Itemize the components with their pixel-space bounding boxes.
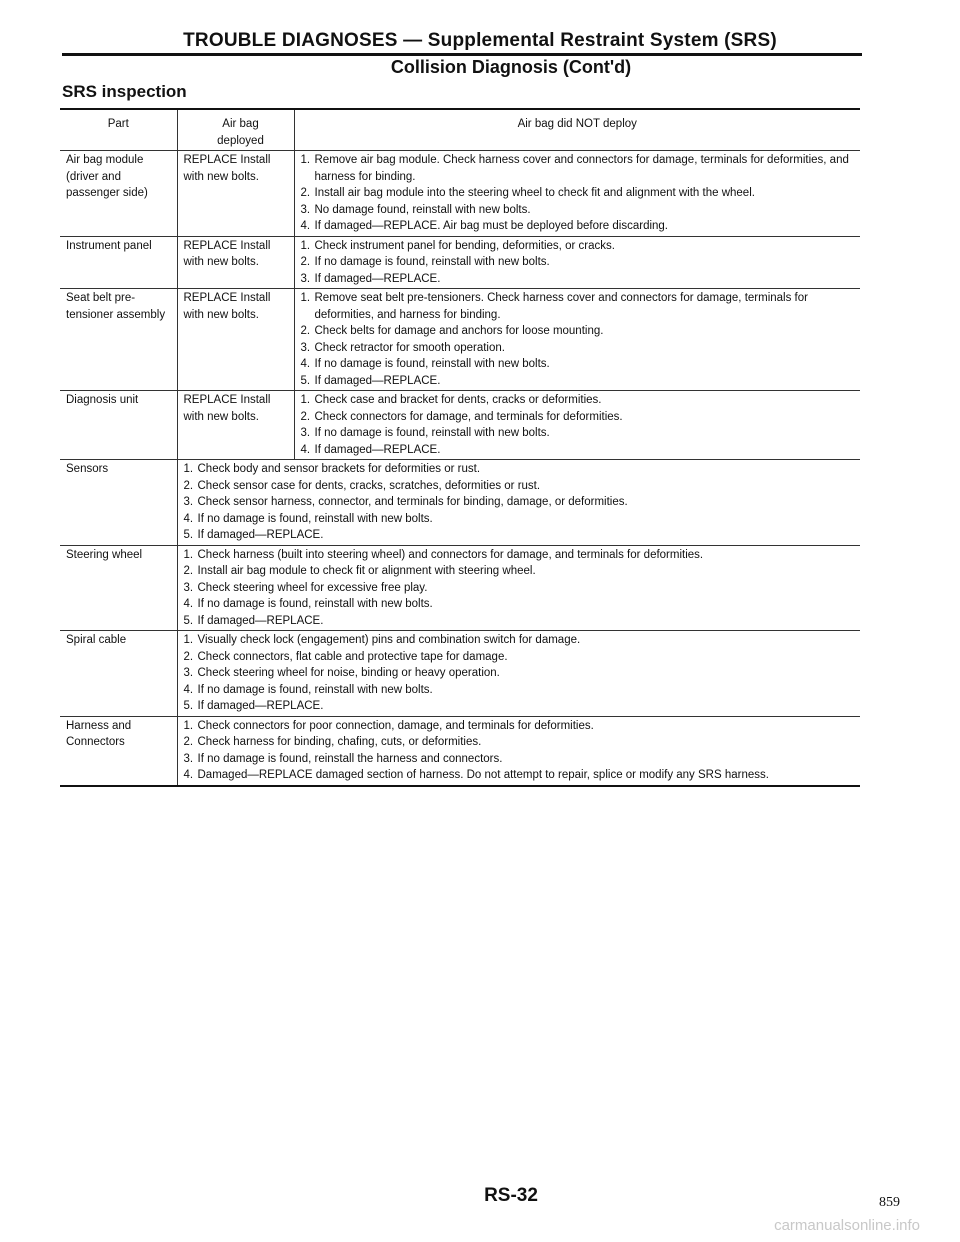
table-row [60, 236, 860, 289]
step-text: If no damage is found, reinstall with new bolts. [197, 683, 433, 696]
step-text: Check connectors, flat cable and protective tape for damage. [197, 650, 508, 663]
step-text: Visually check lock (engagement) pins and combination switch for damage. [197, 634, 581, 646]
page-number: 859 [879, 1195, 900, 1210]
not-deployed-cell [177, 545, 860, 631]
step-text: Check body and sensor brackets for deformities or rust. [197, 463, 481, 475]
inspection-step [184, 580, 855, 597]
step-text: Install air bag module into the steering wheel to check fit and alignment with the wheel. [314, 187, 755, 199]
step-text: Check steering wheel for noise, binding or heavy operation. [197, 667, 500, 679]
not-deployed-cell [177, 631, 860, 717]
step-number: 4. [183, 512, 194, 525]
deployed-cell: REPLACE Install with new bolts. [177, 151, 294, 237]
step-number: 1. [300, 292, 311, 304]
header-not-deployed: Air bag did NOT deploy [294, 110, 860, 151]
step-text: Check harness for binding, chafing, cuts, or deformities. [197, 736, 482, 748]
section-heading: SRS inspection [62, 82, 187, 101]
inspection-step [301, 373, 855, 390]
step-number: 3. [300, 203, 311, 216]
step-text: If no damage is found, reinstall with new bolts. [314, 427, 550, 439]
inspection-step [184, 461, 855, 478]
table-row [60, 289, 860, 391]
table-row [60, 631, 860, 717]
step-text: If no damage is found, reinstall with new bolts. [197, 598, 433, 610]
step-text: Damaged—REPLACE damaged section of harness. Do not attempt to repair, splice or modify any SRS harness. [197, 769, 769, 781]
step-number: 1. [300, 394, 311, 406]
inspection-step [301, 425, 855, 442]
inspection-step [301, 152, 855, 185]
inspection-step [184, 511, 855, 528]
step-text: If no damage is found, reinstall with new bolts. [197, 512, 433, 525]
page-title: TROUBLE DIAGNOSES — Supplemental Restraint System (SRS) [183, 30, 777, 51]
header-deployed: Air bag deployed [177, 110, 294, 151]
step-text: If damaged—REPLACE. [197, 700, 324, 712]
table-row [60, 716, 860, 785]
step-text: If damaged—REPLACE. [314, 374, 441, 387]
not-deployed-cell [294, 289, 860, 391]
step-number: 1. [183, 463, 194, 475]
srs-inspection-table-wrapper [60, 108, 860, 787]
step-number: 2. [300, 256, 311, 268]
step-number: 1. [183, 719, 194, 732]
step-number: 2. [300, 187, 311, 199]
inspection-step [184, 478, 855, 495]
step-text: Check sensor harness, connector, and terminals for binding, damage, or deformities. [197, 496, 628, 508]
srs-inspection-table [60, 110, 860, 785]
watermark: carmanualsonline.info [774, 1217, 920, 1234]
step-text: Check connectors for poor connection, damage, and terminals for deformities. [197, 719, 594, 732]
inspection-step [184, 682, 855, 699]
step-number: 2. [300, 325, 311, 337]
inspection-step [184, 649, 855, 666]
inspection-step [184, 734, 855, 751]
not-deployed-cell [294, 391, 860, 460]
step-number: 3. [183, 581, 194, 594]
inspection-step [184, 632, 855, 649]
inspection-step [301, 392, 855, 409]
step-text: Install air bag module to check fit or alignment with steering wheel. [197, 565, 536, 577]
part-cell: Instrument panel [60, 236, 177, 289]
step-text: Check steering wheel for excessive free play. [197, 581, 428, 594]
step-text: Check belts for damage and anchors for loose mounting. [314, 325, 604, 337]
table-row [60, 545, 860, 631]
inspection-step [184, 527, 855, 544]
inspection-step [301, 323, 855, 340]
inspection-step [184, 718, 855, 735]
inspection-step [184, 698, 855, 715]
inspection-step [184, 767, 855, 784]
inspection-step [301, 409, 855, 426]
inspection-step [184, 665, 855, 682]
step-number: 2. [183, 479, 194, 492]
part-cell: Seat belt pre-tensioner assembly [60, 289, 177, 391]
table-header-row [60, 110, 860, 151]
page-subtitle: Collision Diagnosis (Cont'd) [390, 57, 632, 77]
part-cell: Harness and Connectors [60, 716, 177, 785]
inspection-step [301, 218, 855, 235]
deployed-cell: REPLACE Install with new bolts. [177, 289, 294, 391]
step-text: Remove air bag module. Check harness cover and connectors for damage, terminals for deformities, and harness for binding. [314, 154, 849, 183]
step-number: 5. [300, 374, 311, 387]
inspection-step [184, 563, 855, 580]
step-text: If damaged—REPLACE. [197, 529, 324, 541]
inspection-step [184, 494, 855, 511]
inspection-step [301, 442, 855, 459]
step-number: 2. [300, 410, 311, 423]
step-text: Check connectors for damage, and terminals for deformities. [314, 410, 623, 423]
inspection-step [301, 254, 855, 271]
inspection-step [301, 185, 855, 202]
step-text: If damaged—REPLACE. Air bag must be deployed before discarding. [314, 220, 669, 232]
header-part: Part [60, 110, 177, 151]
not-deployed-cell [294, 236, 860, 289]
inspection-step [301, 356, 855, 373]
step-number: 3. [300, 272, 311, 285]
step-number: 2. [183, 565, 194, 577]
deployed-cell: REPLACE Install with new bolts. [177, 391, 294, 460]
part-cell: Steering wheel [60, 545, 177, 631]
step-text: Check sensor case for dents, cracks, scratches, deformities or rust. [197, 479, 541, 492]
inspection-step [184, 751, 855, 768]
step-text: Check instrument panel for bending, deformities, or cracks. [314, 239, 615, 252]
step-number: 4. [183, 683, 194, 696]
table-row [60, 460, 860, 546]
step-number: 4. [300, 358, 311, 370]
not-deployed-cell [177, 716, 860, 785]
part-cell: Air bag module (driver and passenger side) [60, 151, 177, 237]
step-number: 5. [183, 614, 194, 627]
step-number: 3. [300, 341, 311, 354]
step-number: 3. [183, 752, 194, 765]
step-text: Check retractor for smooth operation. [314, 341, 505, 354]
inspection-step [301, 340, 855, 357]
step-number: 4. [183, 598, 194, 610]
step-text: Check case and bracket for dents, cracks or deformities. [314, 394, 602, 406]
title-rule [62, 53, 862, 56]
step-text: Remove seat belt pre-tensioners. Check harness cover and connectors for damage, terminals for deformities, and harness for binding. [314, 292, 808, 321]
step-number: 5. [183, 700, 194, 712]
part-cell: Spiral cable [60, 631, 177, 717]
step-number: 4. [183, 769, 194, 781]
deployed-cell: REPLACE Install with new bolts. [177, 236, 294, 289]
step-text: If damaged—REPLACE. [314, 272, 441, 285]
step-number: 1. [300, 239, 311, 252]
inspection-step [301, 290, 855, 323]
step-number: 2. [183, 650, 194, 663]
step-text: If no damage is found, reinstall with new bolts. [314, 256, 550, 268]
step-number: 1. [300, 154, 311, 166]
step-number: 4. [300, 220, 311, 232]
step-text: If damaged—REPLACE. [314, 443, 441, 456]
not-deployed-cell [177, 460, 860, 546]
step-number: 3. [300, 427, 311, 439]
step-number: 4. [300, 443, 311, 456]
step-text: Check harness (built into steering wheel) and connectors for damage, and terminals for deformities. [197, 548, 704, 561]
inspection-step [184, 596, 855, 613]
inspection-step [301, 271, 855, 288]
step-text: If damaged—REPLACE. [197, 614, 324, 627]
part-cell: Diagnosis unit [60, 391, 177, 460]
step-number: 1. [183, 634, 194, 646]
step-text: If no damage is found, reinstall with new bolts. [314, 358, 550, 370]
table-body [60, 151, 860, 785]
part-cell: Sensors [60, 460, 177, 546]
step-number: 1. [183, 548, 194, 561]
step-text: If no damage is found, reinstall the harness and connectors. [197, 752, 503, 765]
step-number: 5. [183, 529, 194, 541]
table-row [60, 151, 860, 237]
table-row [60, 391, 860, 460]
step-number: 3. [183, 496, 194, 508]
section-page-code: RS-32 [484, 1185, 538, 1206]
step-number: 2. [183, 736, 194, 748]
not-deployed-cell [294, 151, 860, 237]
inspection-step [184, 613, 855, 630]
step-number: 3. [183, 667, 194, 679]
inspection-step [184, 547, 855, 564]
step-text: No damage found, reinstall with new bolts. [314, 203, 531, 216]
inspection-step [301, 238, 855, 255]
inspection-step [301, 202, 855, 219]
